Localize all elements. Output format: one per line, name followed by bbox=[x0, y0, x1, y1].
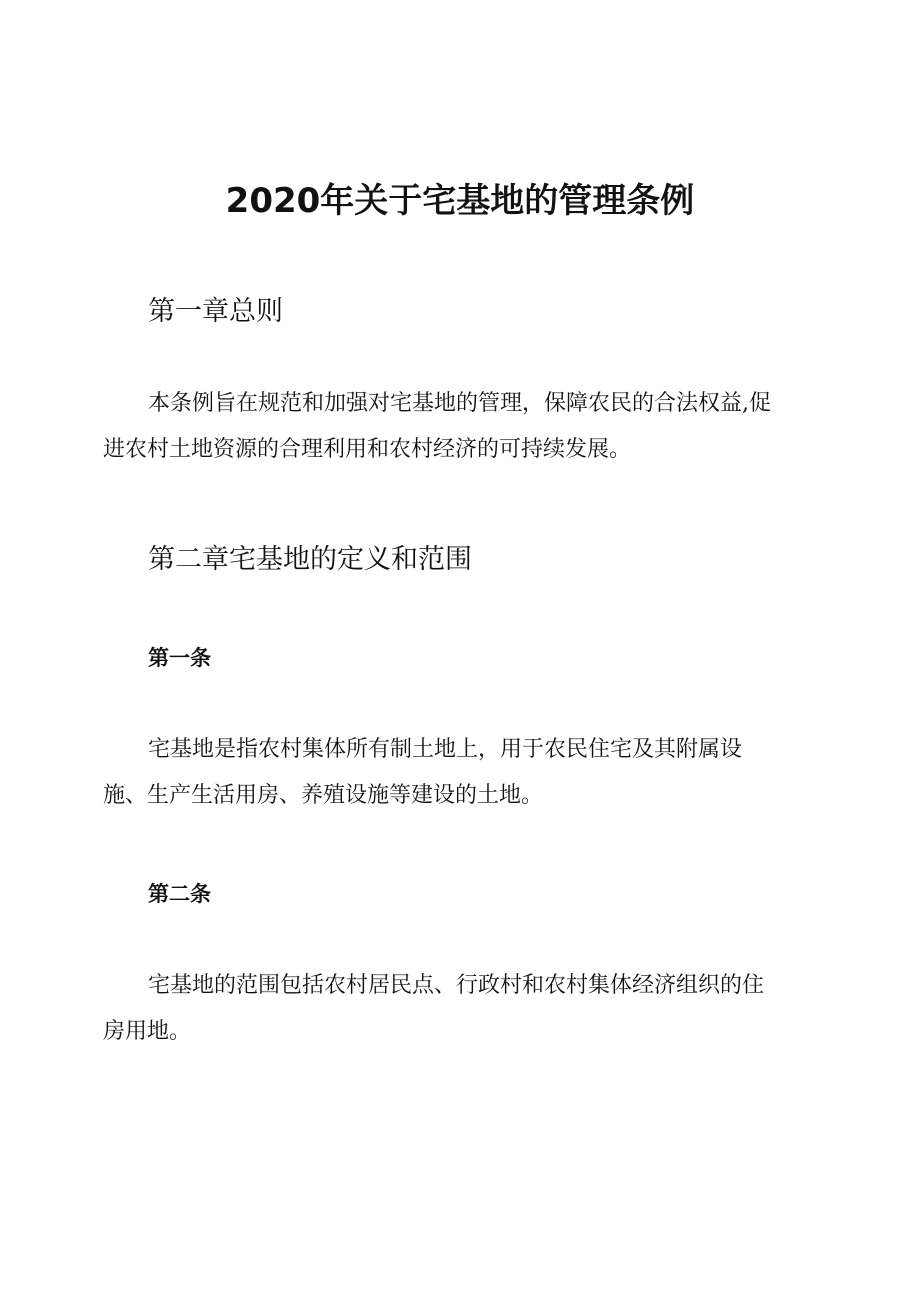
paragraph-line: 施、生产生活用房、养殖设施等建设的土地。 bbox=[103, 783, 544, 808]
article-2-heading: 第二条 bbox=[148, 882, 211, 906]
paragraph-line: 本条例旨在规范和加强对宅基地的管理，保障农民的合法权益,促 bbox=[148, 391, 771, 416]
chapter-1-heading: 第一章总则 bbox=[148, 296, 283, 327]
article-1-heading: 第一条 bbox=[148, 646, 211, 670]
document-title: 2020年关于宅基地的管理条例 bbox=[225, 181, 695, 221]
article-1-paragraph bbox=[103, 727, 823, 819]
article-2-paragraph bbox=[103, 963, 823, 1055]
chapter-2-heading: 第二章宅基地的定义和范围 bbox=[148, 544, 472, 575]
paragraph-line: 宅基地是指农村集体所有制土地上，用于农民住宅及其附属设 bbox=[148, 737, 743, 762]
paragraph-line: 宅基地的范围包括农村居民点、行政村和农村集体经济组织的住 bbox=[148, 973, 765, 998]
chapter-1-paragraph bbox=[103, 381, 823, 473]
paragraph-line: 房用地。 bbox=[103, 1019, 192, 1044]
paragraph-line: 进农村土地资源的合理利用和农村经济的可持续发展。 bbox=[103, 437, 632, 462]
